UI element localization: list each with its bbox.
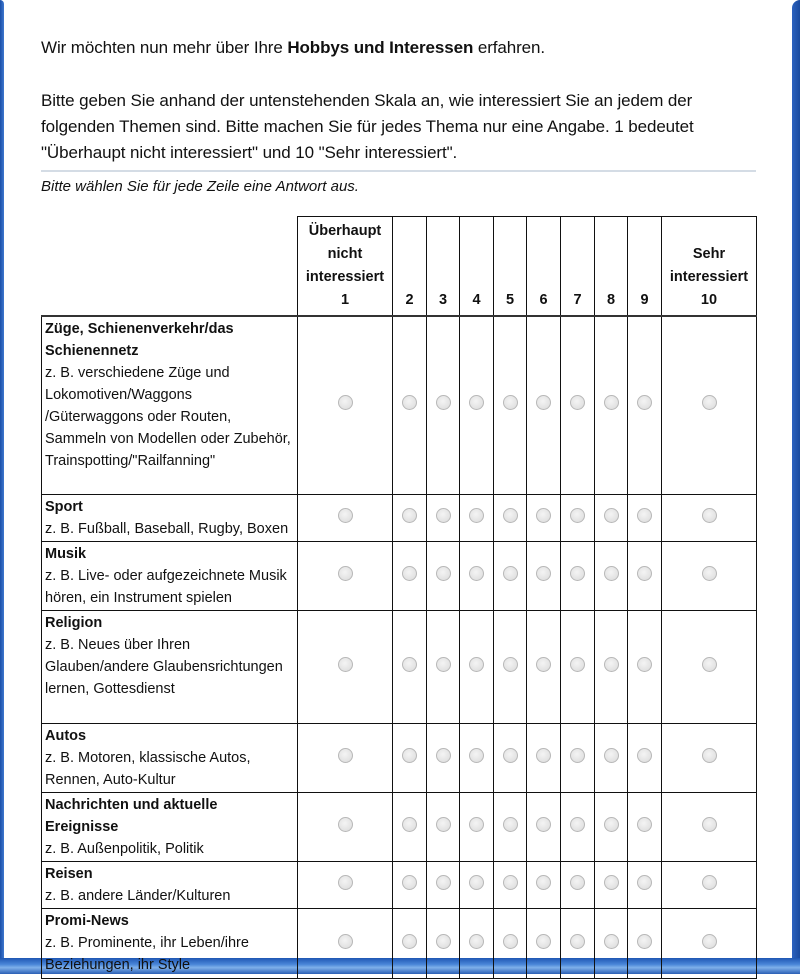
radio-cell xyxy=(494,611,527,724)
radio-cell xyxy=(628,316,662,495)
row-example: z. B. Außenpolitik, Politik xyxy=(45,841,204,857)
radio-option-6[interactable] xyxy=(536,875,551,890)
radio-cell xyxy=(628,793,662,862)
row-example: z. B. Motoren, klassische Autos, Rennen, Auto-Kultur xyxy=(45,750,251,788)
radio-cell xyxy=(561,611,595,724)
radio-cell xyxy=(460,793,494,862)
radio-option-7[interactable] xyxy=(570,566,585,581)
radio-option-5[interactable] xyxy=(503,875,518,890)
radio-option-6[interactable] xyxy=(536,657,551,672)
radio-option-5[interactable] xyxy=(503,934,518,949)
radio-cell xyxy=(494,542,527,611)
radio-cell xyxy=(595,724,628,793)
scale-header-8: 8 xyxy=(595,217,628,316)
radio-option-10[interactable] xyxy=(702,875,717,890)
radio-cell xyxy=(595,542,628,611)
row-topic: Sport xyxy=(45,499,83,515)
row-label xyxy=(42,724,298,793)
radio-option-2[interactable] xyxy=(402,817,417,832)
table-row xyxy=(42,542,757,611)
scale-label: Überhaupt nicht interessiert xyxy=(305,222,385,285)
row-topic: Autos xyxy=(45,728,87,744)
radio-cell xyxy=(393,495,427,542)
radio-cell xyxy=(662,611,757,724)
radio-cell xyxy=(595,909,628,979)
radio-option-4[interactable] xyxy=(469,817,484,832)
row-topic: Promi-News xyxy=(45,913,129,929)
radio-option-7[interactable] xyxy=(570,748,585,763)
scale-header-4: 4 xyxy=(460,217,494,316)
table-row xyxy=(42,909,757,979)
intro-text: Wir möchten nun mehr über Ihre xyxy=(41,38,288,57)
radio-cell xyxy=(527,909,561,979)
radio-cell xyxy=(595,793,628,862)
radio-cell xyxy=(662,724,757,793)
row-example: z. B. Live- oder aufgezeichnete Musik hören, ein Instrument spielen xyxy=(45,568,287,606)
table-row xyxy=(42,793,757,862)
radio-cell xyxy=(494,495,527,542)
row-label xyxy=(42,495,298,542)
radio-option-4[interactable] xyxy=(469,875,484,890)
radio-cell xyxy=(561,793,595,862)
radio-option-6[interactable] xyxy=(536,748,551,763)
row-example: z. B. Fußball, Baseball, Rugby, Boxen xyxy=(45,521,289,537)
radio-option-5[interactable] xyxy=(503,748,518,763)
radio-option-10[interactable] xyxy=(702,934,717,949)
radio-cell xyxy=(298,495,393,542)
radio-option-4[interactable] xyxy=(469,657,484,672)
radio-cell xyxy=(460,862,494,909)
radio-cell xyxy=(298,611,393,724)
radio-cell xyxy=(662,793,757,862)
scale-header-3: 3 xyxy=(427,217,460,316)
radio-option-8[interactable] xyxy=(604,566,619,581)
separator-line xyxy=(41,170,756,172)
radio-option-10[interactable] xyxy=(702,395,717,410)
radio-option-3[interactable] xyxy=(436,934,451,949)
radio-option-8[interactable] xyxy=(604,934,619,949)
radio-option-2[interactable] xyxy=(402,657,417,672)
radio-option-10[interactable] xyxy=(702,566,717,581)
radio-option-1[interactable] xyxy=(338,875,353,890)
radio-cell xyxy=(662,542,757,611)
matrix-header-row xyxy=(42,217,757,316)
radio-option-10[interactable] xyxy=(702,748,717,763)
radio-cell xyxy=(460,542,494,611)
radio-option-8[interactable] xyxy=(604,817,619,832)
radio-option-1[interactable] xyxy=(338,748,353,763)
radio-option-2[interactable] xyxy=(402,748,417,763)
radio-cell xyxy=(393,909,427,979)
radio-option-7[interactable] xyxy=(570,395,585,410)
window-frame-left xyxy=(0,0,4,960)
intro-paragraph: Bitte geben Sie anhand der untenstehenden Skala an, wie interessiert Sie an jedem der folgenden Themen sind. Bitte machen Sie für jedes Thema nur eine Angabe. 1 bedeutet "Überhaupt nicht interessiert" und 10 "Sehr interessiert". xyxy=(41,91,694,162)
radio-option-2[interactable] xyxy=(402,934,417,949)
radio-option-5[interactable] xyxy=(503,395,518,410)
radio-cell xyxy=(460,909,494,979)
radio-cell xyxy=(427,862,460,909)
radio-option-6[interactable] xyxy=(536,817,551,832)
radio-option-2[interactable] xyxy=(402,875,417,890)
table-row xyxy=(42,862,757,909)
radio-cell xyxy=(460,495,494,542)
radio-option-7[interactable] xyxy=(570,508,585,523)
radio-option-5[interactable] xyxy=(503,657,518,672)
table-row xyxy=(42,611,757,724)
row-label xyxy=(42,909,298,979)
radio-cell xyxy=(298,793,393,862)
radio-option-3[interactable] xyxy=(436,657,451,672)
row-label xyxy=(42,793,298,862)
radio-option-10[interactable] xyxy=(702,508,717,523)
radio-cell xyxy=(298,316,393,495)
radio-option-4[interactable] xyxy=(469,934,484,949)
scale-value: 10 xyxy=(700,291,718,308)
radio-option-9[interactable] xyxy=(637,395,652,410)
radio-cell xyxy=(427,793,460,862)
row-example: z. B. Prominente, ihr Leben/ihre Beziehungen, ihr Style xyxy=(45,935,249,973)
radio-option-7[interactable] xyxy=(570,817,585,832)
radio-cell xyxy=(628,862,662,909)
matrix-body xyxy=(42,316,757,979)
radio-option-5[interactable] xyxy=(503,508,518,523)
radio-option-9[interactable] xyxy=(637,875,652,890)
radio-option-4[interactable] xyxy=(469,566,484,581)
radio-cell xyxy=(460,724,494,793)
radio-option-9[interactable] xyxy=(637,508,652,523)
scale-header-1 xyxy=(298,217,393,316)
question-instruction: Bitte wählen Sie für jede Zeile eine Antwort aus. xyxy=(41,178,359,195)
radio-option-3[interactable] xyxy=(436,508,451,523)
header-corner xyxy=(42,217,298,316)
radio-option-4[interactable] xyxy=(469,508,484,523)
radio-option-6[interactable] xyxy=(536,508,551,523)
radio-cell xyxy=(662,495,757,542)
intro-text-end: erfahren. xyxy=(473,38,545,57)
radio-cell xyxy=(298,862,393,909)
radio-option-2[interactable] xyxy=(402,508,417,523)
radio-cell xyxy=(494,909,527,979)
radio-option-5[interactable] xyxy=(503,817,518,832)
row-example: z. B. Neues über Ihren Glauben/andere Glaubensrichtungen lernen, Gottesdienst xyxy=(45,637,283,697)
radio-cell xyxy=(393,724,427,793)
row-label xyxy=(42,862,298,909)
radio-cell xyxy=(561,862,595,909)
radio-cell xyxy=(393,611,427,724)
rating-matrix xyxy=(41,216,757,979)
radio-cell xyxy=(427,724,460,793)
radio-option-3[interactable] xyxy=(436,817,451,832)
radio-option-6[interactable] xyxy=(536,566,551,581)
radio-option-8[interactable] xyxy=(604,395,619,410)
radio-option-1[interactable] xyxy=(338,817,353,832)
radio-cell xyxy=(427,611,460,724)
scale-label: Sehr interessiert xyxy=(669,245,749,285)
radio-cell xyxy=(527,495,561,542)
radio-option-7[interactable] xyxy=(570,875,585,890)
row-topic: Nachrichten und aktuelle Ereignisse xyxy=(45,797,218,835)
radio-cell xyxy=(561,909,595,979)
radio-option-8[interactable] xyxy=(604,748,619,763)
radio-cell xyxy=(595,611,628,724)
radio-cell xyxy=(628,909,662,979)
radio-option-1[interactable] xyxy=(338,566,353,581)
radio-cell xyxy=(298,724,393,793)
window-frame-right xyxy=(792,0,800,960)
radio-cell xyxy=(494,724,527,793)
radio-option-2[interactable] xyxy=(402,566,417,581)
radio-option-3[interactable] xyxy=(436,566,451,581)
radio-option-4[interactable] xyxy=(469,395,484,410)
radio-option-6[interactable] xyxy=(536,934,551,949)
radio-cell xyxy=(662,316,757,495)
radio-option-3[interactable] xyxy=(436,395,451,410)
scale-value: 1 xyxy=(340,291,350,308)
radio-option-1[interactable] xyxy=(338,508,353,523)
radio-cell xyxy=(427,542,460,611)
radio-cell xyxy=(628,495,662,542)
radio-cell xyxy=(561,542,595,611)
radio-cell xyxy=(595,862,628,909)
row-label xyxy=(42,542,298,611)
radio-cell xyxy=(494,793,527,862)
radio-cell xyxy=(561,495,595,542)
intro-heading xyxy=(41,35,545,61)
radio-cell xyxy=(427,495,460,542)
scale-header-5: 5 xyxy=(494,217,527,316)
radio-option-3[interactable] xyxy=(436,748,451,763)
radio-cell xyxy=(561,316,595,495)
radio-cell xyxy=(561,724,595,793)
table-row xyxy=(42,316,757,495)
table-row xyxy=(42,724,757,793)
radio-cell xyxy=(527,316,561,495)
scale-header-2: 2 xyxy=(393,217,427,316)
radio-option-1[interactable] xyxy=(338,934,353,949)
radio-option-9[interactable] xyxy=(637,817,652,832)
radio-cell xyxy=(460,611,494,724)
radio-cell xyxy=(427,316,460,495)
scale-header-7: 7 xyxy=(561,217,595,316)
radio-option-3[interactable] xyxy=(436,875,451,890)
radio-cell xyxy=(427,909,460,979)
radio-cell xyxy=(628,542,662,611)
radio-cell xyxy=(628,611,662,724)
radio-cell xyxy=(527,611,561,724)
radio-option-9[interactable] xyxy=(637,657,652,672)
radio-option-10[interactable] xyxy=(702,817,717,832)
radio-cell xyxy=(527,724,561,793)
radio-option-8[interactable] xyxy=(604,657,619,672)
scale-header-6: 6 xyxy=(527,217,561,316)
row-topic: Musik xyxy=(45,546,87,562)
radio-cell xyxy=(494,862,527,909)
radio-cell xyxy=(527,793,561,862)
radio-cell xyxy=(527,862,561,909)
row-example: z. B. andere Länder/Kulturen xyxy=(45,888,231,904)
radio-option-9[interactable] xyxy=(637,566,652,581)
radio-cell xyxy=(393,542,427,611)
row-example: z. B. verschiedene Züge und Lokomotiven/Waggons /Güterwaggons oder Routen, Sammeln von Modellen oder Zubehör, Trainspotting/"Railfanning" xyxy=(45,364,291,469)
radio-cell xyxy=(393,316,427,495)
radio-option-9[interactable] xyxy=(637,934,652,949)
radio-cell xyxy=(393,793,427,862)
radio-cell xyxy=(298,909,393,979)
radio-option-6[interactable] xyxy=(536,395,551,410)
radio-cell xyxy=(595,316,628,495)
radio-cell xyxy=(393,862,427,909)
radio-option-1[interactable] xyxy=(338,657,353,672)
radio-cell xyxy=(662,909,757,979)
row-topic: Reisen xyxy=(45,866,93,882)
radio-cell xyxy=(460,316,494,495)
radio-cell xyxy=(662,862,757,909)
row-topic: Religion xyxy=(45,615,103,631)
row-topic: Züge, Schienenverkehr/das Schienennetz xyxy=(45,320,234,359)
scale-header-10 xyxy=(662,217,757,316)
radio-option-8[interactable] xyxy=(604,508,619,523)
radio-option-1[interactable] xyxy=(338,395,353,410)
scale-header-9: 9 xyxy=(628,217,662,316)
radio-option-8[interactable] xyxy=(604,875,619,890)
row-label xyxy=(42,611,298,724)
radio-cell xyxy=(527,542,561,611)
radio-cell xyxy=(494,316,527,495)
radio-option-7[interactable] xyxy=(570,657,585,672)
radio-cell xyxy=(628,724,662,793)
row-label xyxy=(42,316,298,495)
radio-option-9[interactable] xyxy=(637,748,652,763)
table-row xyxy=(42,495,757,542)
radio-option-2[interactable] xyxy=(402,395,417,410)
radio-option-7[interactable] xyxy=(570,934,585,949)
radio-cell xyxy=(298,542,393,611)
radio-option-5[interactable] xyxy=(503,566,518,581)
radio-option-10[interactable] xyxy=(702,657,717,672)
intro-bold-text: Hobbys und Interessen xyxy=(287,38,474,57)
radio-option-4[interactable] xyxy=(469,748,484,763)
radio-cell xyxy=(595,495,628,542)
